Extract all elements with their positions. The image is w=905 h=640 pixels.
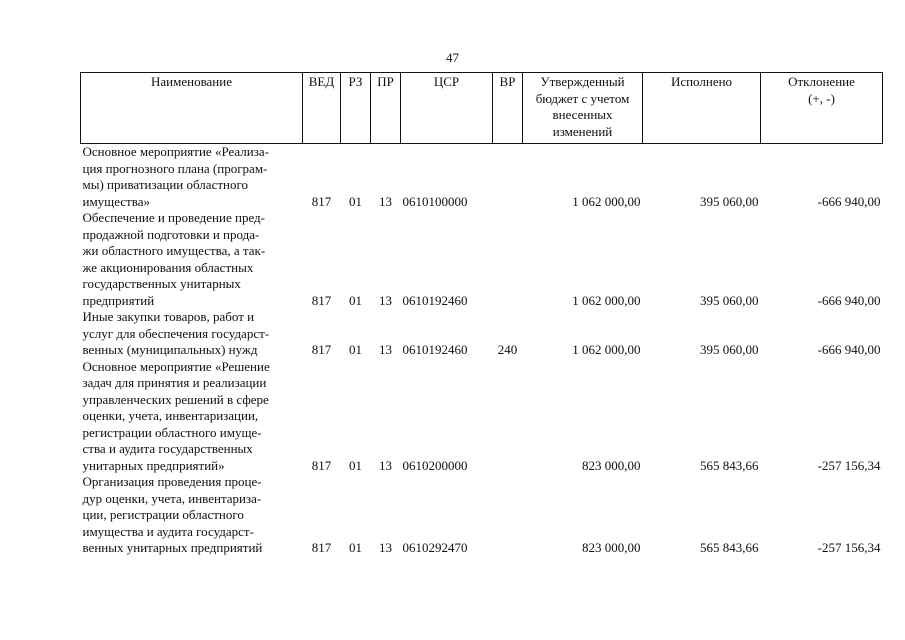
row-vr <box>493 144 523 211</box>
row-name-line: услуг для обеспечения государст- <box>82 325 270 341</box>
row-pr: 13 <box>379 540 392 555</box>
row-deviation: -257 156,34 <box>817 540 881 555</box>
row-rz: 01 <box>349 292 362 308</box>
row-budget: 823 000,00 <box>582 540 641 555</box>
row-budget: 1 062 000,00 <box>572 292 641 308</box>
row-executed: 395 060,00 <box>700 342 759 357</box>
row-name <box>81 359 303 475</box>
row-name <box>81 210 303 309</box>
table-header-row <box>81 73 883 144</box>
table-row <box>81 309 883 359</box>
row-deviation: -666 940,00 <box>817 342 881 357</box>
row-ved: 817 <box>311 292 332 308</box>
row-name-line: государственных унитарных <box>82 276 241 291</box>
row-rz: 01 <box>349 193 362 209</box>
row-name <box>81 309 303 359</box>
row-name-line: венных (муниципальных) нужд <box>82 342 258 357</box>
row-vr <box>493 210 523 309</box>
row-rz: 01 <box>349 342 362 357</box>
header-budget-line: изменений <box>552 123 613 139</box>
row-name-line: продажной подготовки и прода- <box>82 226 260 242</box>
row-name-line: Основное мероприятие «Решение <box>82 358 270 374</box>
row-name-line: ция прогнозного плана (програм- <box>82 160 268 176</box>
row-name-line: венных унитарных предприятий <box>82 540 263 555</box>
row-deviation: -666 940,00 <box>817 193 881 209</box>
row-name-line: ства и аудита государственных <box>82 441 253 456</box>
header-vr: ВР <box>493 73 523 144</box>
row-vr <box>493 359 523 475</box>
budget-table <box>80 72 883 557</box>
row-ved: 817 <box>311 457 332 473</box>
row-deviation: -257 156,34 <box>817 457 881 473</box>
row-name-line: имущества и аудита государст- <box>82 523 254 539</box>
row-pr: 13 <box>379 457 392 473</box>
row-budget: 823 000,00 <box>582 457 641 473</box>
header-ved: ВЕД <box>303 73 341 144</box>
row-name-line: оценки, учета, инвентаризации, <box>82 408 259 423</box>
row-name-line: жи областного имущества, а так- <box>82 243 266 258</box>
header-name: Наименование <box>81 73 303 144</box>
row-name <box>81 144 303 211</box>
row-name-line: Обеспечение и проведение пред- <box>82 210 265 225</box>
row-name-line: ции, регистрации областного <box>82 507 244 522</box>
row-rz: 01 <box>349 540 362 555</box>
row-csr: 0610100000 <box>402 193 468 209</box>
row-name <box>81 474 303 557</box>
row-pr: 13 <box>379 292 392 308</box>
row-pr: 13 <box>379 342 392 357</box>
row-ved: 817 <box>311 193 332 209</box>
table-row <box>81 144 883 211</box>
row-ved: 817 <box>311 342 332 357</box>
header-deviation-line: (+, -) <box>808 90 835 106</box>
row-name-line: Организация проведения проце- <box>82 474 262 489</box>
row-name-line: унитарных предприятий» <box>82 457 225 473</box>
header-deviation-line: Отклонение <box>788 74 855 89</box>
row-name-line: Основное мероприятие «Реализа- <box>82 144 269 159</box>
header-budget <box>523 73 643 144</box>
row-vr <box>493 474 523 557</box>
header-csr: ЦСР <box>401 73 493 144</box>
row-budget: 1 062 000,00 <box>572 342 641 357</box>
header-budget-line: Утвержденный <box>540 74 625 89</box>
row-csr: 0610192460 <box>402 292 468 308</box>
row-executed: 395 060,00 <box>700 292 759 308</box>
row-name-line: мы) приватизации областного <box>82 177 248 192</box>
header-pr: ПР <box>371 73 401 144</box>
header-deviation <box>761 73 883 144</box>
header-executed: Исполнено <box>643 73 761 144</box>
header-budget-line: внесенных <box>552 107 613 122</box>
row-csr: 0610192460 <box>402 342 468 357</box>
row-rz: 01 <box>349 457 362 473</box>
table-row <box>81 359 883 475</box>
row-ved: 817 <box>311 540 332 555</box>
row-name-line: регистрации областного имуще- <box>82 424 262 440</box>
row-name-line: предприятий <box>82 292 155 308</box>
page-number: 47 <box>446 50 459 65</box>
row-csr: 0610200000 <box>402 457 468 473</box>
row-executed: 565 843,66 <box>700 457 759 473</box>
row-vr: 240 <box>497 342 518 357</box>
row-name-line: Иные закупки товаров, работ и <box>82 309 255 324</box>
row-name-line: же акционирования областных <box>82 259 254 275</box>
header-rz: РЗ <box>341 73 371 144</box>
row-csr: 0610292470 <box>402 540 468 555</box>
row-name-line: задач для принятия и реализации <box>82 375 267 390</box>
table-row <box>81 210 883 309</box>
row-budget: 1 062 000,00 <box>572 193 641 209</box>
row-name-line: управленческих решений в сфере <box>82 391 269 407</box>
row-deviation: -666 940,00 <box>817 292 881 308</box>
row-name-line: имущества» <box>82 193 150 209</box>
table-row <box>81 474 883 557</box>
row-pr: 13 <box>379 193 392 209</box>
header-budget-line: бюджет с учетом <box>535 90 630 106</box>
row-executed: 565 843,66 <box>700 540 759 555</box>
row-name-line: дур оценки, учета, инвентариза- <box>82 490 262 506</box>
row-executed: 395 060,00 <box>700 193 759 209</box>
